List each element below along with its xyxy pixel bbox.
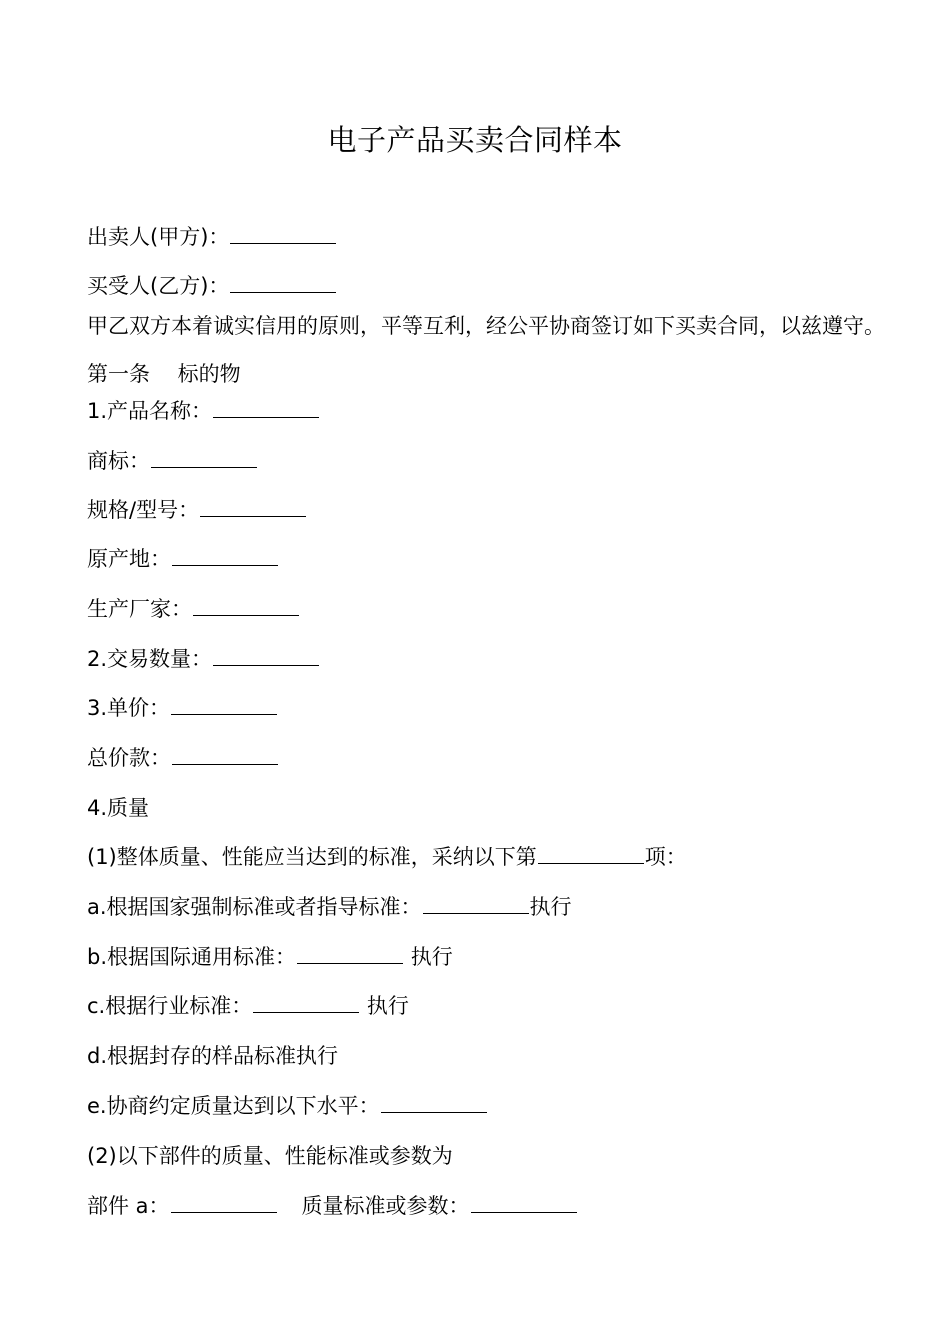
option-e-blank[interactable]	[381, 1094, 487, 1113]
option-c-blank[interactable]	[253, 994, 359, 1013]
total-price-label: 总价款：	[87, 746, 171, 770]
seller-blank[interactable]	[230, 225, 336, 244]
unit-price-blank[interactable]	[171, 696, 277, 715]
option-d-line: d.根据封存的样品标准执行	[87, 1044, 339, 1068]
spec-label: 规格/型号：	[87, 498, 200, 522]
seller-label: 出卖人(甲方)：	[87, 225, 230, 249]
option-a-line	[87, 894, 572, 920]
product-name-label: 1.产品名称：	[87, 399, 213, 423]
quality-1-suffix: 项：	[644, 845, 687, 869]
option-a-blank[interactable]	[423, 895, 529, 914]
option-b-blank[interactable]	[297, 945, 403, 964]
option-c-prefix: c.根据行业标准：	[87, 994, 253, 1018]
option-b-prefix: b.根据国际通用标准：	[87, 945, 297, 969]
seller-line	[87, 224, 337, 250]
option-a-suffix: 执行	[529, 895, 572, 919]
spec-blank[interactable]	[200, 498, 306, 517]
option-e-line	[87, 1093, 488, 1119]
product-name-blank[interactable]	[213, 399, 319, 418]
trademark-label: 商标：	[87, 449, 150, 473]
option-b-suffix: 执行	[404, 945, 453, 969]
quantity-label: 2.交易数量：	[87, 647, 213, 671]
part-a-blank[interactable]	[171, 1194, 277, 1213]
quality-1-line	[87, 844, 687, 870]
origin-blank[interactable]	[172, 547, 278, 566]
buyer-blank[interactable]	[230, 274, 336, 293]
article1-heading: 第一条 标的物	[87, 362, 241, 386]
quality-heading: 4.质量	[87, 796, 150, 820]
unit-price-line	[87, 695, 278, 721]
buyer-line	[87, 273, 337, 299]
manufacturer-line	[87, 596, 300, 622]
origin-line	[87, 546, 279, 572]
origin-label: 原产地：	[87, 547, 171, 571]
option-a-prefix: a.根据国家强制标准或者指导标准：	[87, 895, 422, 919]
part-a-line	[87, 1193, 578, 1219]
option-b-line	[87, 944, 453, 970]
spec-line	[87, 497, 307, 523]
quality-1-prefix: (1)整体质量、性能应当达到的标准，采纳以下第	[87, 845, 537, 869]
total-price-line	[87, 745, 279, 771]
manufacturer-label: 生产厂家：	[87, 597, 192, 621]
quality-1-blank[interactable]	[538, 845, 644, 864]
product-name-line	[87, 398, 320, 424]
param-label: 质量标准或参数：	[301, 1194, 470, 1218]
param-blank[interactable]	[471, 1194, 577, 1213]
trademark-line	[87, 448, 258, 474]
quantity-line	[87, 646, 320, 672]
option-e-prefix: e.协商约定质量达到以下水平：	[87, 1094, 380, 1118]
trademark-blank[interactable]	[151, 449, 257, 468]
quantity-blank[interactable]	[213, 647, 319, 666]
document-title: 电子产品买卖合同样本	[327, 123, 623, 157]
buyer-label: 买受人(乙方)：	[87, 274, 230, 298]
manufacturer-blank[interactable]	[193, 597, 299, 616]
option-c-line	[87, 993, 409, 1019]
quality-2-line: (2)以下部件的质量、性能标准或参数为	[87, 1144, 453, 1168]
total-price-blank[interactable]	[172, 746, 278, 765]
part-a-label: 部件 a：	[87, 1194, 170, 1218]
preamble-text: 甲乙双方本着诚实信用的原则，平等互利，经公平协商签订如下买卖合同，以兹遵守。	[87, 314, 885, 338]
unit-price-label: 3.单价：	[87, 696, 171, 720]
option-c-suffix: 执行	[360, 994, 409, 1018]
